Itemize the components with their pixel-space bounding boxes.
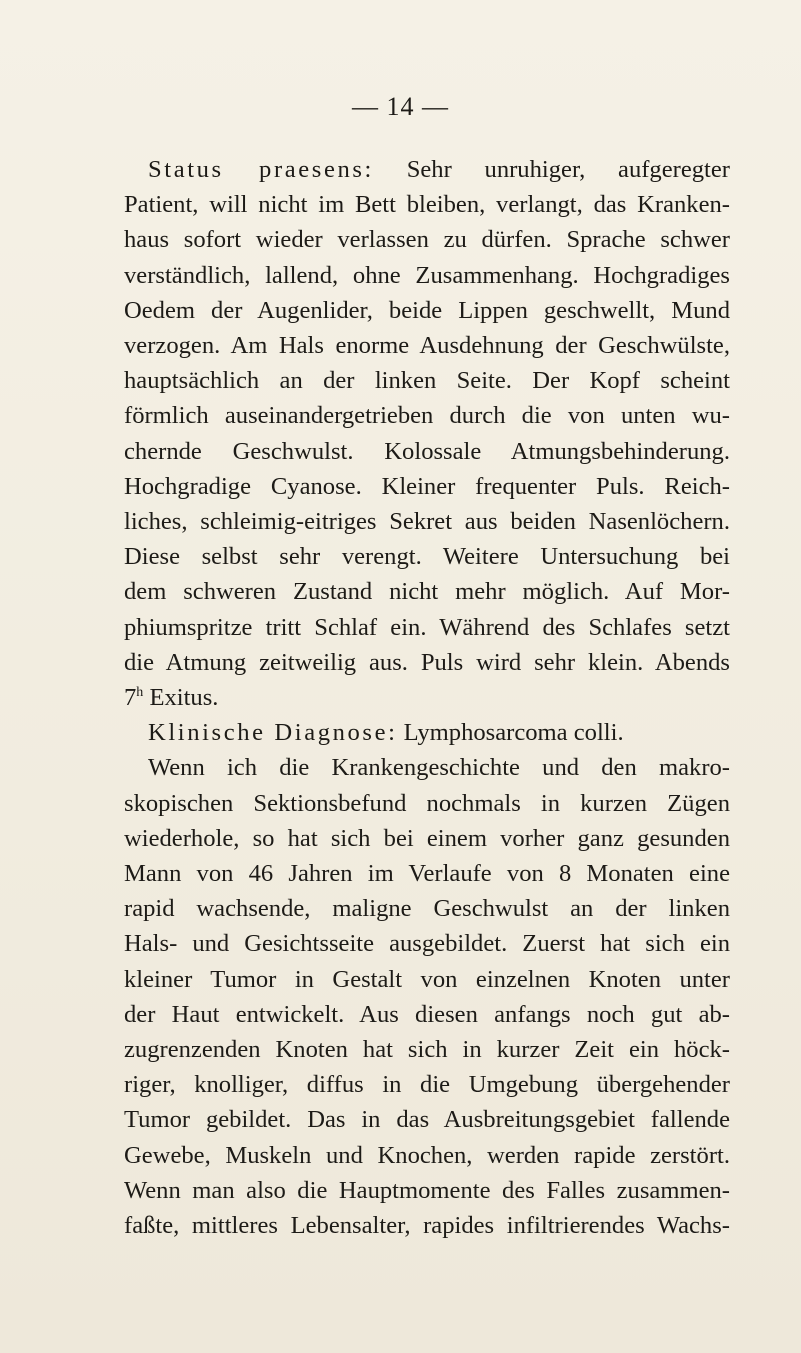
text-line: Patient, will nicht im Bett bleiben, verlangt, das Kranken-	[124, 191, 730, 219]
status-text-start: Sehr unruhiger, aufgeregter	[373, 156, 730, 183]
page-body	[124, 152, 730, 1243]
text-line: skopischen Sektionsbefund nochmals in kurzen Zügen	[124, 789, 730, 817]
text-line: hauptsächlich an der linken Seite. Der Kopf scheint	[124, 367, 730, 395]
text-line: die Atmung zeitweilig aus. Puls wird sehr klein. Abends	[124, 648, 730, 676]
status-label: Status praesens:	[148, 156, 374, 183]
text-line: haus sofort wieder verlassen zu dürfen. Sprache schwer	[124, 226, 730, 254]
text-line: Tumor gebildet. Das in das Ausbreitungsgebiet fallende	[124, 1106, 730, 1134]
diagnose-label: Klinische Diagnose:	[148, 719, 398, 747]
text-line: kleiner Tumor in Gestalt von einzelnen Knoten unter	[124, 965, 730, 993]
text-line: Hals- und Gesichtsseite ausgebildet. Zuerst hat sich ein	[124, 930, 730, 958]
exitus-text: Exitus.	[143, 684, 219, 712]
text-line: Mann von 46 Jahren im Verlaufe von 8 Monaten eine	[124, 860, 730, 888]
status-line-1	[124, 152, 730, 187]
text-line: liches, schleimig-eitriges Sekret aus beiden Nasenlöchern.	[124, 508, 730, 536]
page-number: — 14 —	[352, 92, 449, 121]
text-line: faßte, mittleres Lebensalter, rapides infiltrierendes Wachs-	[124, 1212, 730, 1240]
text-line: Gewebe, Muskeln und Knochen, werden rapide zerstört.	[124, 1141, 730, 1169]
text-line: Diese selbst sehr verengt. Weitere Untersuchung bei	[124, 543, 730, 571]
text-line: Oedem der Augenlider, beide Lippen geschwellt, Mund	[124, 296, 730, 324]
text-line: rapid wachsende, maligne Geschwulst an der linken	[124, 895, 730, 923]
text-line: dem schweren Zustand nicht mehr möglich. Auf Mor-	[124, 578, 730, 606]
text-line: Hochgradige Cyanose. Kleiner frequenter Puls. Reich-	[124, 472, 730, 500]
text-line: förmlich auseinandergetrieben durch die von unten wu-	[124, 402, 730, 430]
diagnose-line	[124, 715, 730, 750]
text-line: riger, knolliger, diffus in die Umgebung übergehender	[124, 1071, 730, 1099]
text-line: chernde Geschwulst. Kolossale Atmungsbehinderung.	[124, 437, 730, 465]
diagnose-text: Lymphosarcoma colli.	[397, 719, 624, 747]
text-line: zugrenzenden Knoten hat sich in kurzer Zeit ein höck-	[124, 1036, 730, 1064]
text-line: der Haut entwickelt. Aus diesen anfangs noch gut ab-	[124, 1000, 730, 1028]
text-line: Wenn man also die Hauptmomente des Falles zusammen-	[124, 1176, 730, 1204]
time-hour: 7	[124, 684, 137, 712]
time-superscript: h	[136, 685, 144, 701]
summary-line-1: Wenn ich die Krankengeschichte und den makro-	[148, 754, 730, 782]
status-last-line	[124, 680, 730, 715]
text-line: verzogen. Am Hals enorme Ausdehnung der Geschwülste,	[124, 332, 730, 360]
text-line: verständlich, lallend, ohne Zusammenhang. Hochgradiges	[124, 261, 730, 289]
text-line: wiederhole, so hat sich bei einem vorher ganz gesunden	[124, 824, 730, 852]
text-line: phiumspritze tritt Schlaf ein. Während des Schlafes setzt	[124, 613, 730, 641]
